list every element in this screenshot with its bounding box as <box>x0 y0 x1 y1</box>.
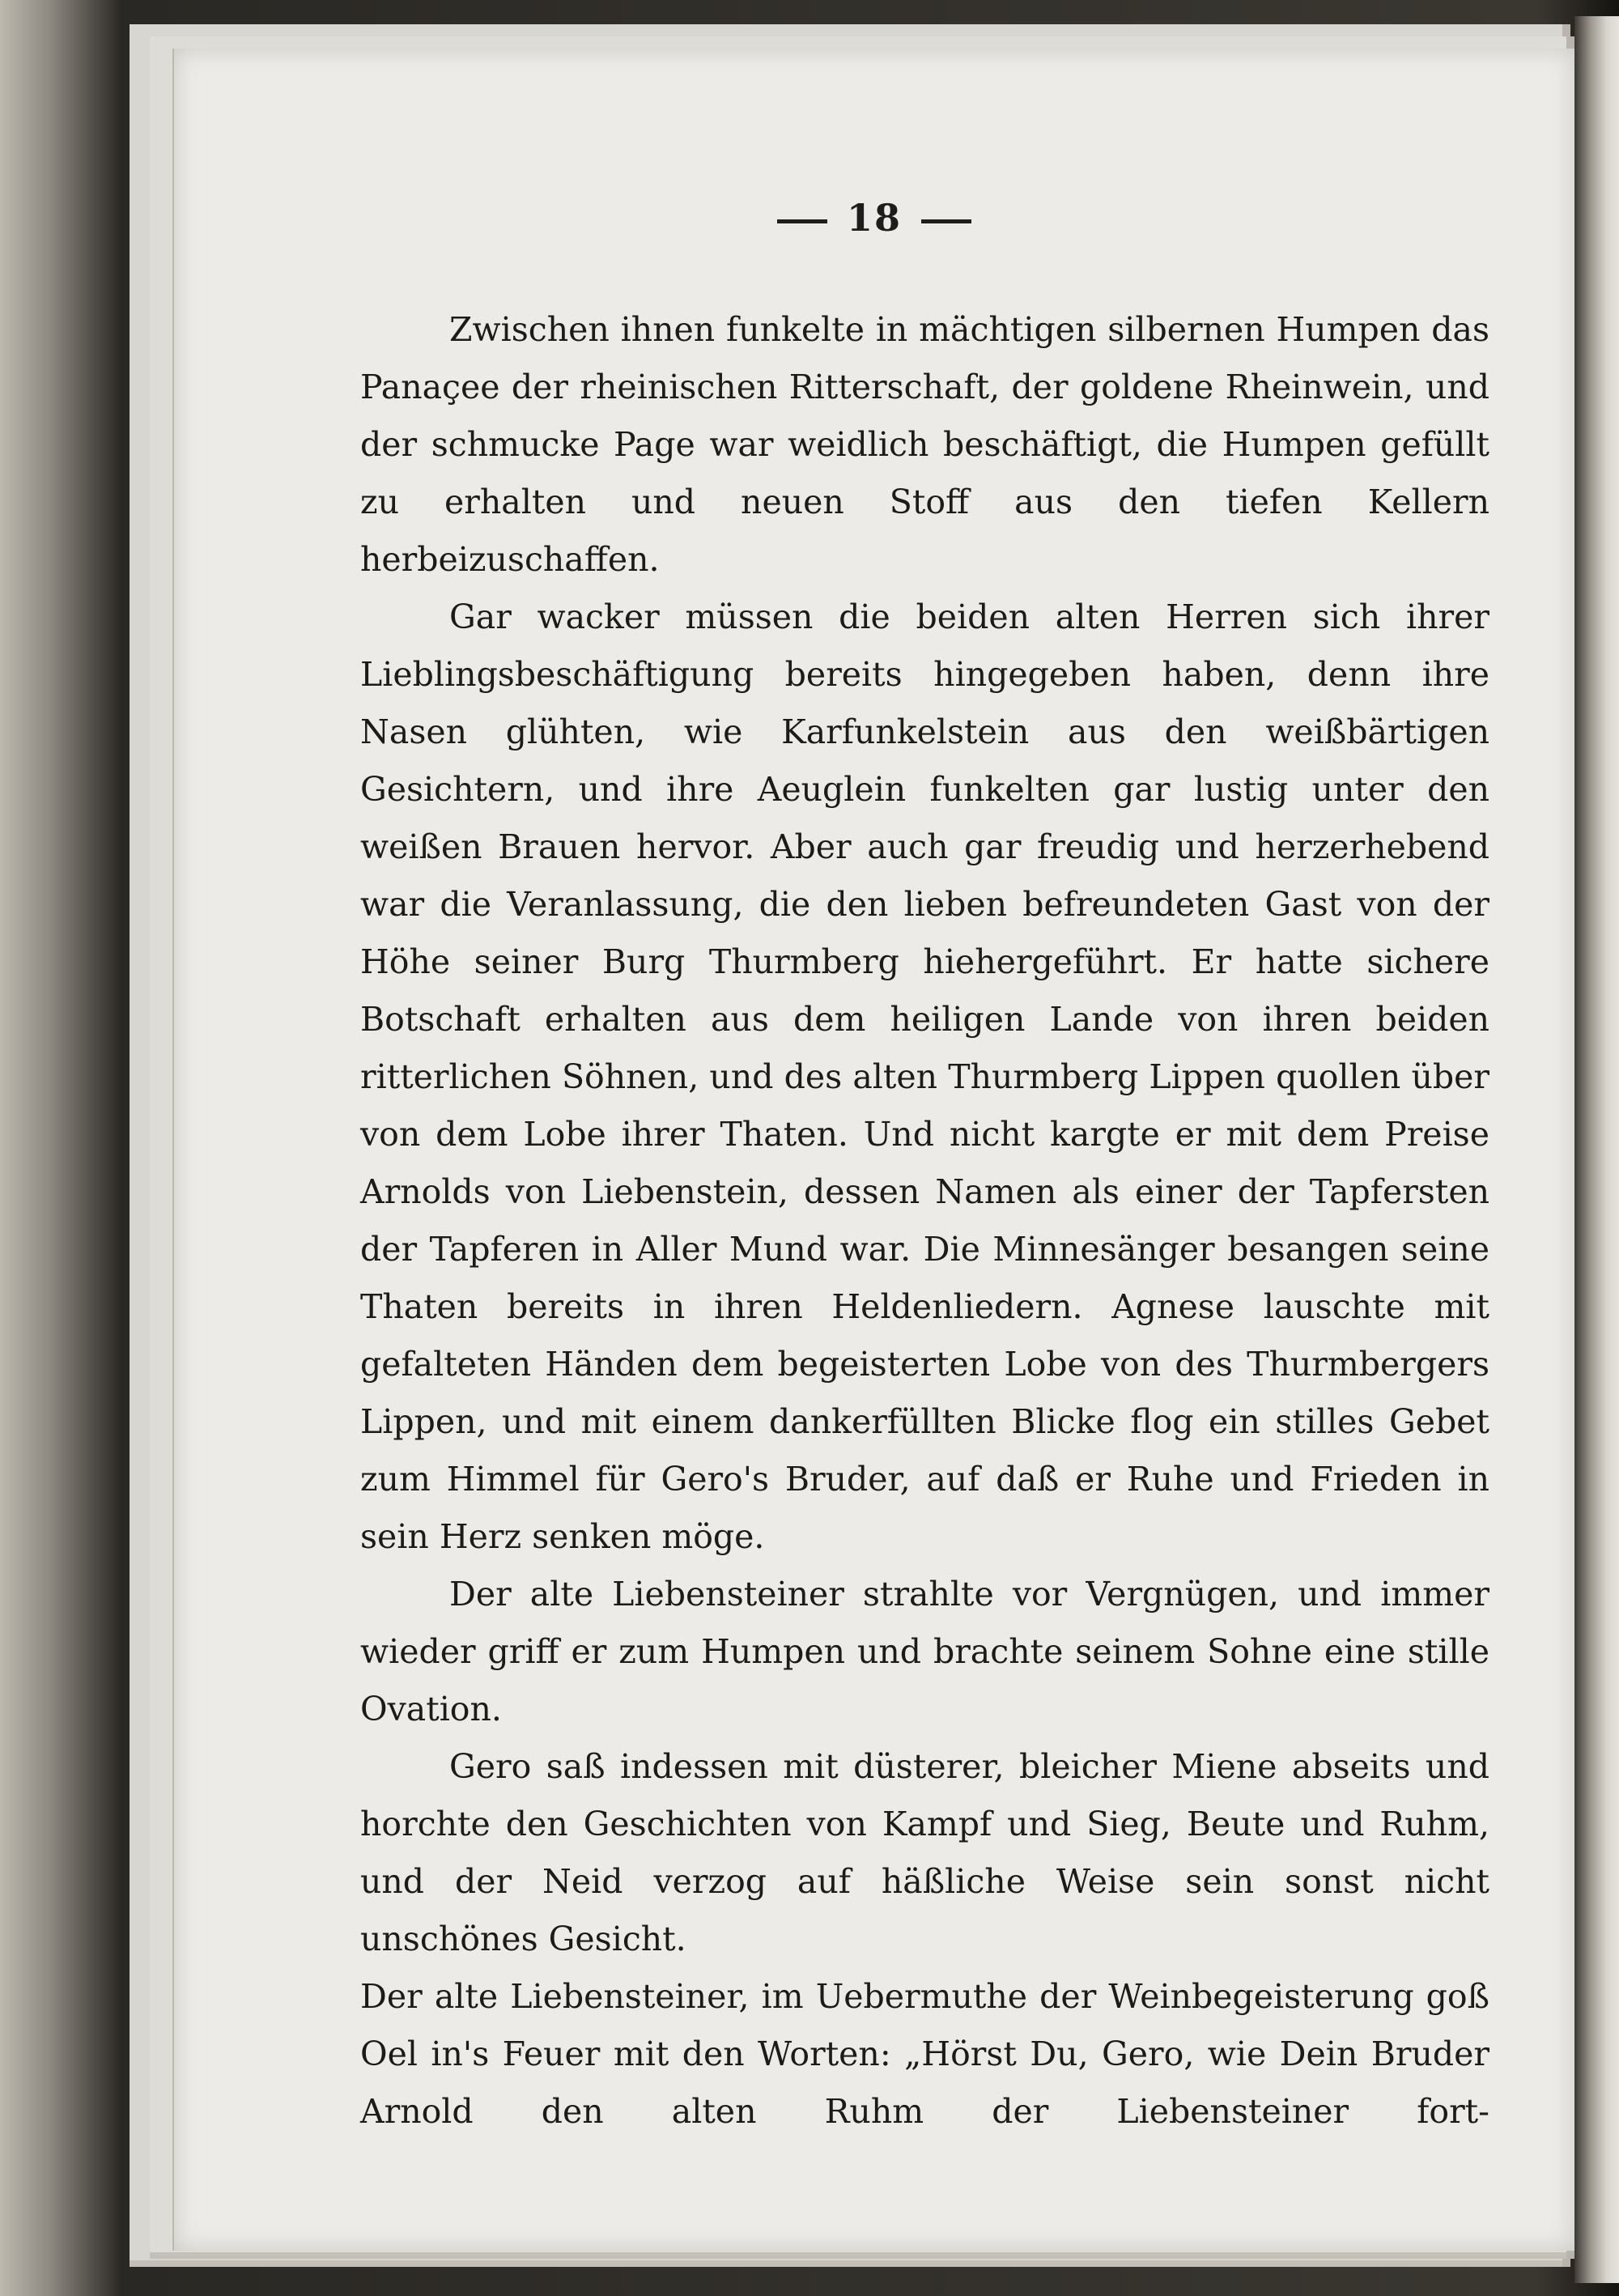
book-page <box>174 49 1574 2251</box>
header-dash-right <box>921 219 971 223</box>
body-text <box>360 301 1489 2141</box>
paragraph-2: Gar wacker müssen die beiden alten Herren sich ihrer Lieblingsbeschäftigung bereits hingegeben haben, denn ihre Nasen glühten, wie Karfunkelstein aus den weißbärtigen Gesichtern, und ihre Aeuglein funkelten gar lustig unter den weißen Brauen hervor. Aber auch gar freudig und herzerhebend war die Veranlassung, die den lieben befreundeten Gast von der Höhe seiner Burg Thurmberg hiehergeführt. Er hatte sichere Botschaft erhalten aus dem heiligen Lande von ihren beiden ritterlichen Söhnen, und des alten Thurmberg Lippen quollen über von dem Lobe ihrer Thaten. Und nicht kargte er mit dem Preise Arnolds von Liebenstein, dessen Namen als einer der Tapfersten der Tapferen in Aller Mund war. Die Minnesänger besangen seine Thaten bereits in ihren Heldenliedern. Agnese lauschte mit gefalteten Händen dem begeisterten Lobe von des Thurmbergers Lippen, und mit einem dankerfüllten Blicke flog ein stilles Gebet zum Himmel für Gero's Bruder, auf daß er Ruhe und Frieden in sein Herz senken möge. <box>360 597 1489 1556</box>
header-dash-left <box>777 219 827 223</box>
paragraph-5: Der alte Liebensteiner, im Uebermuthe der Weinbegeisterung goß Oel in's Feuer mit den Worten: „Hörst Du, Gero, wie Dein Bruder Arnold den alten Ruhm der Liebensteiner fort- <box>360 1977 1489 2131</box>
facing-page-edge <box>1574 16 1619 2283</box>
paragraph-1: Zwischen ihnen funkelte in mächtigen silbernen Humpen das Panaçee der rheinischen Ritterschaft, der goldene Rheinwein, und der schmucke Page war weidlich beschäftigt, die Humpen gefüllt zu erhalten und neuen Stoff aus den tiefen Kellern herbeizuschaffen. <box>360 310 1489 579</box>
page-header <box>174 196 1574 240</box>
paragraph-4: Gero saß indessen mit düsterer, bleicher Miene abseits und horchte den Geschichten von Kampf und Sieg, Beute und Ruhm, und der Neid verzog auf häßliche Weise sein sonst nicht unschönes Gesicht. <box>360 1747 1489 1958</box>
page-number: 18 <box>846 196 902 240</box>
paragraph-3: Der alte Liebensteiner strahlte vor Vergnügen, und immer wieder griff er zum Humpen und brachte seinem Sohne eine stille Ovation. <box>360 1575 1489 1728</box>
